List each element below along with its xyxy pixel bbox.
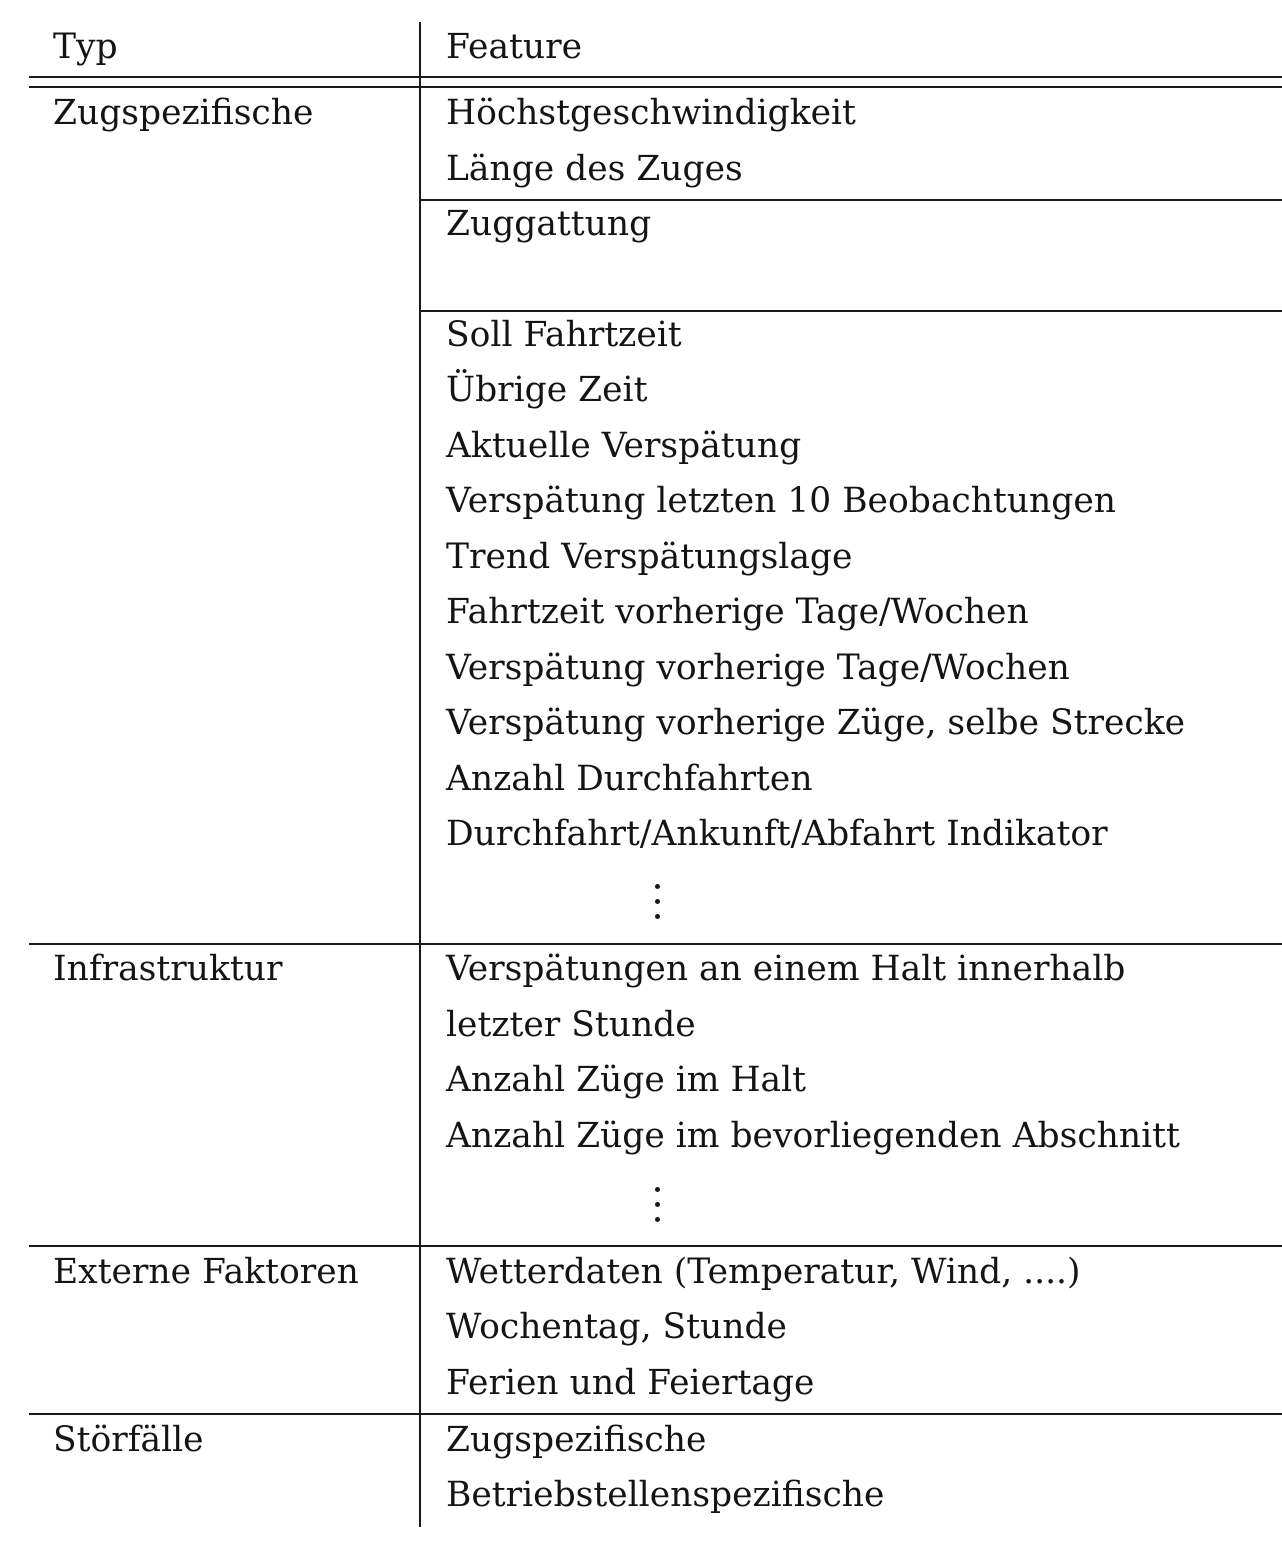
row-divider <box>29 1413 1282 1415</box>
feature-cell: Wochentag, Stunde <box>446 1307 787 1347</box>
feature-cell: Durchfahrt/Ankunft/Abfahrt Indikator <box>446 814 1108 854</box>
feature-cell: Verspätung vorherige Züge, selbe Strecke <box>446 703 1186 743</box>
typ-cell: Störfälle <box>53 1420 204 1460</box>
row-divider <box>29 1245 1282 1247</box>
feature-cell: letzter Stunde <box>446 1005 696 1045</box>
feature-cell: Wetterdaten (Temperatur, Wind, ....) <box>446 1252 1081 1292</box>
feature-cell: Höchstgeschwindigkeit <box>446 93 856 133</box>
header-rule-top <box>29 76 1282 78</box>
feature-cell: Anzahl Züge im Halt <box>446 1060 807 1100</box>
feature-cell: Zugspezifische <box>446 1420 707 1460</box>
feature-cell: Trend Verspätungslage <box>446 537 853 577</box>
feature-cell: Soll Fahrtzeit <box>446 315 682 355</box>
feature-cell: Verspätung letzten 10 Beobachtungen <box>446 481 1116 521</box>
feature-cell: Verspätung vorherige Tage/Wochen <box>446 648 1070 688</box>
feature-cell: Zuggattung <box>446 204 652 244</box>
typ-cell: Infrastruktur <box>53 949 283 989</box>
row-divider <box>420 310 1282 312</box>
feature-cell: Übrige Zeit <box>446 370 648 410</box>
vertical-ellipsis <box>652 880 664 930</box>
feature-cell: Verspätungen an einem Halt innerhalb <box>446 949 1126 989</box>
header-rule-bottom <box>29 86 1282 88</box>
feature-cell: Anzahl Durchfahrten <box>446 759 813 799</box>
row-divider <box>420 199 1282 201</box>
typ-cell: Externe Faktoren <box>53 1252 359 1292</box>
feature-cell: Länge des Zuges <box>446 149 743 189</box>
feature-cell: Anzahl Züge im bevorliegenden Abschnitt <box>446 1116 1180 1156</box>
vertical-ellipsis <box>652 1183 664 1233</box>
typ-cell: Zugspezifische <box>53 93 314 133</box>
header-typ: Typ <box>53 27 118 67</box>
row-divider <box>29 943 1282 945</box>
feature-cell: Fahrtzeit vorherige Tage/Wochen <box>446 592 1029 632</box>
feature-cell: Aktuelle Verspätung <box>446 426 802 466</box>
column-divider <box>419 22 421 1527</box>
feature-cell: Betriebstellenspezifische <box>446 1475 885 1515</box>
feature-cell: Ferien und Feiertage <box>446 1363 815 1403</box>
header-feature: Feature <box>446 27 583 67</box>
